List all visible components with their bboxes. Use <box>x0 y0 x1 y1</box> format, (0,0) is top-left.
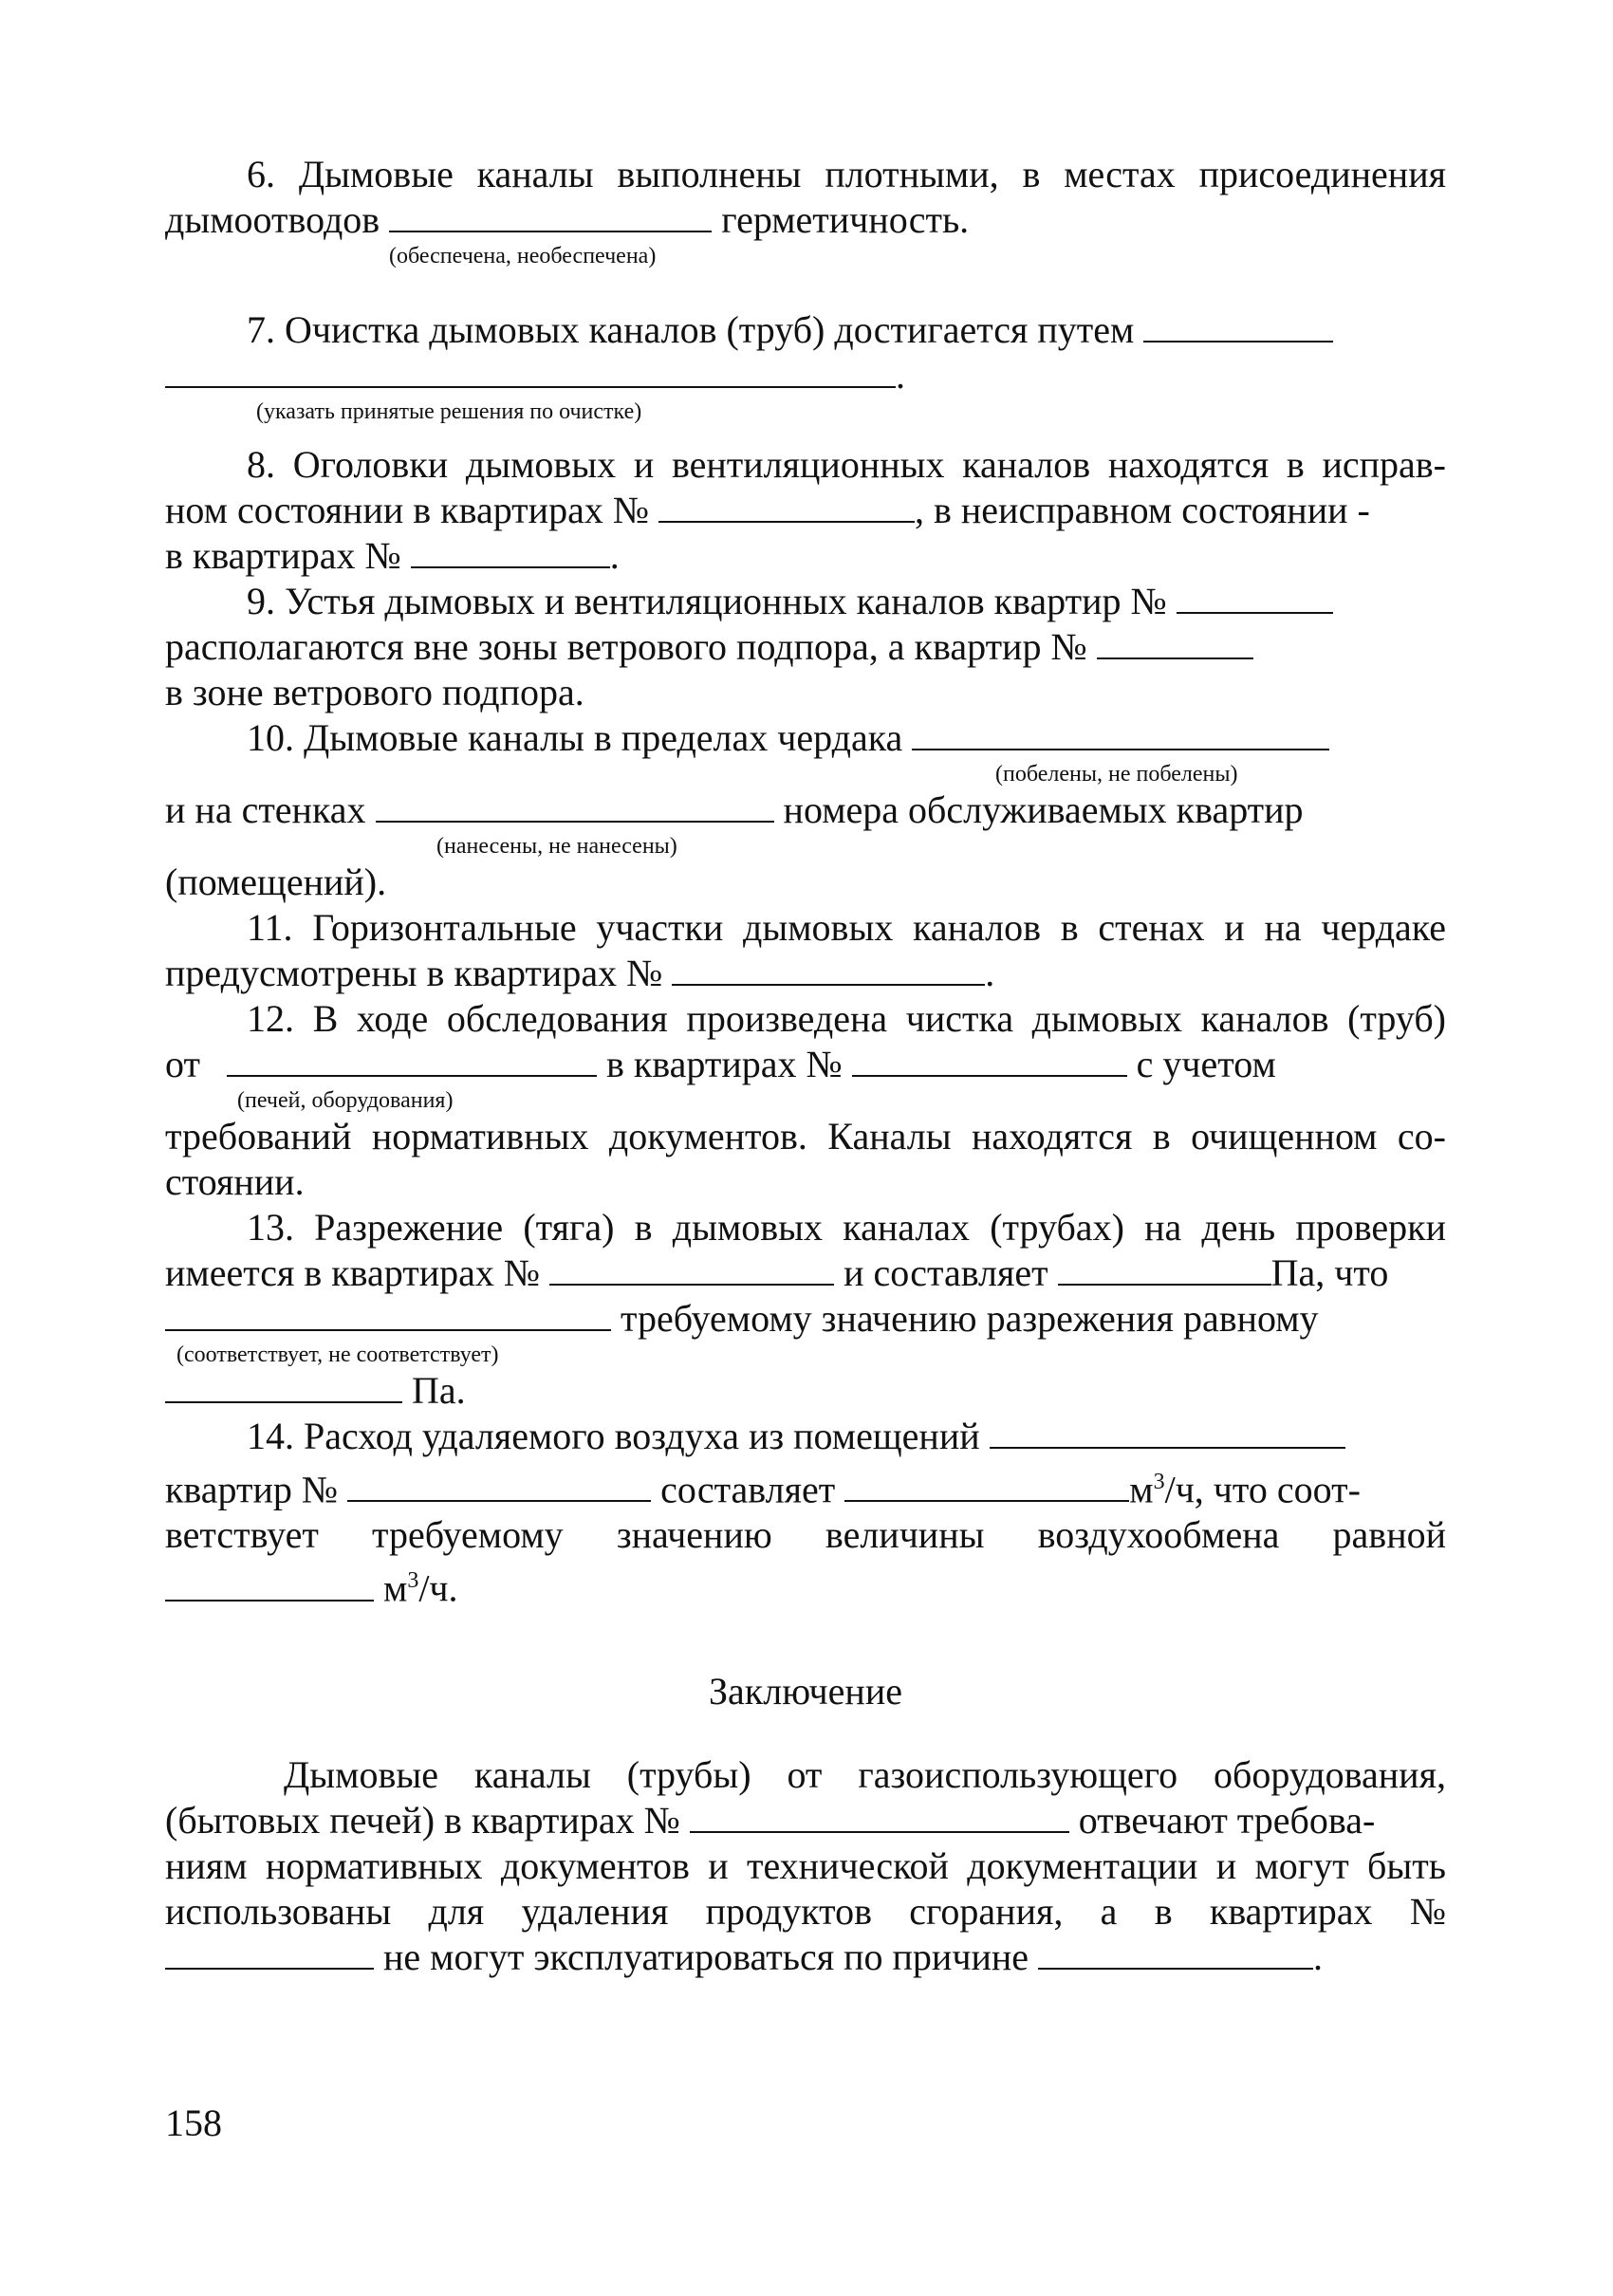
item-11-line-1 <box>165 905 1446 951</box>
item-11-text-b: предусмотрены в квартирах № <box>165 952 663 994</box>
conclusion-text-5a: не могут эксплуатироваться по причине <box>383 1935 1029 1978</box>
fill-blank[interactable] <box>1058 1251 1271 1286</box>
item-11-line-2 <box>165 951 1446 996</box>
item-13-text-a: имеется в квартирах № <box>165 1251 541 1294</box>
conclusion-line-4 <box>165 1889 1446 1935</box>
item-7-line-1 <box>165 307 1446 353</box>
item-14-line-1 <box>165 1414 1446 1459</box>
fill-blank[interactable] <box>347 1468 651 1502</box>
item-10-text-c: номера обслуживаемых квартир <box>783 788 1304 831</box>
item-13-text: 13. Разрежение (тяга) в дымовых каналах (трубах) на день проверки <box>247 1206 1446 1249</box>
item-13-caption: (соответствует, не соответствует) <box>176 1342 499 1367</box>
item-10-line-1 <box>165 715 1446 761</box>
item-14-line-4 <box>165 1558 1446 1611</box>
item-8-text: 8. Оголовки дымовых и вентиляционных каналов находятся в исправ- <box>247 443 1446 486</box>
item-11-text: 11. Горизонтальные участки дымовых каналов в стенах и на чердаке <box>247 906 1446 949</box>
fill-blank[interactable] <box>165 1935 374 1970</box>
item-6-text-b: герметичность. <box>721 198 970 241</box>
item-14-unit: м <box>1129 1468 1154 1511</box>
item-8-text-b: , в неисправном состоянии - <box>914 489 1370 531</box>
item-14-unit-sup: 3 <box>1153 1470 1165 1494</box>
item-8-line-1 <box>165 442 1446 488</box>
item-8-text-a: ном состоянии в квартирах № <box>165 489 649 531</box>
item-13-line-3 <box>165 1296 1446 1342</box>
item-14-text: 14. Расход удаляемого воздуха из помещений <box>247 1415 980 1457</box>
item-14-text-c: /ч, что соот- <box>1164 1468 1361 1511</box>
item-9-text-b: располагаются вне зоны ветрового подпора, а квартир № <box>165 625 1087 668</box>
item-13-line-1 <box>165 1205 1446 1250</box>
item-14-text-d: ветствует требуемому значению величины воздухообмена равной <box>165 1513 1446 1557</box>
conclusion-line-2 <box>165 1798 1446 1843</box>
fill-blank[interactable] <box>389 198 712 232</box>
item-13-text-d: требуемому значению разрежения равному <box>621 1297 1319 1340</box>
item-8-text-d: . <box>609 534 620 577</box>
item-8-line-3 <box>165 533 1446 579</box>
item-10-caption-2: (нанесены, не нанесены) <box>436 834 677 859</box>
fill-blank[interactable] <box>852 1043 1127 1077</box>
item-12-caption: (печей, оборудования) <box>237 1088 454 1113</box>
conclusion-text-4: использованы для удаления продуктов сгорания, а в квартирах № <box>165 1889 1446 1933</box>
item-14-unit-b-sup: 3 <box>407 1568 419 1594</box>
fill-blank[interactable] <box>411 534 610 568</box>
document-page <box>165 152 1446 1980</box>
fill-blank[interactable] <box>165 1567 374 1602</box>
conclusion-line-3 <box>165 1843 1446 1889</box>
item-12-line-1 <box>165 996 1446 1042</box>
item-10-text-b: и на стенках <box>165 788 366 831</box>
fill-blank[interactable] <box>672 952 985 986</box>
item-14-text-a: квартир № <box>165 1468 339 1511</box>
item-12-text-d: требований нормативных документов. Каналы находятся в очищенном со- <box>165 1115 1446 1157</box>
fill-blank[interactable] <box>844 1468 1129 1502</box>
item-12-text: 12. В ходе обследования произведена чистка дымовых каналов (труб) <box>247 997 1446 1040</box>
item-6-line-1 <box>165 152 1446 197</box>
item-12-line-2 <box>165 1042 1446 1087</box>
item-7-caption: (указать принятые решения по очистке) <box>256 399 642 424</box>
item-9-text: 9. Устья дымовых и вентиляционных каналов квартир № <box>247 580 1167 622</box>
fill-blank[interactable] <box>1097 625 1253 659</box>
item-12-line-3 <box>165 1114 1446 1159</box>
item-12-text-a: от <box>165 1043 200 1085</box>
fill-blank[interactable] <box>1143 308 1333 343</box>
fill-blank[interactable] <box>912 716 1329 750</box>
item-9-line-1 <box>165 579 1446 624</box>
item-14-line-3 <box>165 1512 1446 1558</box>
item-12-line-4 <box>165 1159 1446 1205</box>
conclusion-period: . <box>1313 1935 1324 1978</box>
conclusion-text-1: Дымовые каналы (трубы) от газоиспользующего оборудования, <box>284 1752 1446 1796</box>
item-7-text: 7. Очистка дымовых каналов (труб) достигается путем <box>247 308 1135 351</box>
fill-blank[interactable] <box>165 1297 611 1331</box>
item-11-period: . <box>985 952 995 994</box>
page-number: 158 <box>165 2102 222 2144</box>
conclusion-text-2a: (бытовых печей) в квартирах № <box>165 1798 680 1842</box>
conclusion-text-2b: отвечают требова- <box>1078 1798 1376 1842</box>
item-6-text: 6. Дымовые каналы выполнены плотными, в местах присоединения <box>247 153 1446 195</box>
fill-blank[interactable] <box>376 788 774 823</box>
item-9-line-3 <box>165 670 1446 715</box>
item-9-text-c: в зоне ветрового подпора. <box>165 671 584 713</box>
conclusion-heading: Заключение <box>709 1669 902 1713</box>
fill-blank[interactable] <box>690 1799 1069 1833</box>
item-6-text-a: дымоотводов <box>165 198 380 241</box>
fill-blank[interactable] <box>1038 1935 1313 1970</box>
item-7-line-2 <box>165 353 1446 398</box>
item-13-text-e: Па. <box>412 1369 466 1412</box>
fill-blank[interactable] <box>549 1251 834 1286</box>
item-8-text-c: в квартирах № <box>165 534 401 577</box>
item-14-text-b: составляет <box>660 1468 836 1511</box>
item-13-line-2 <box>165 1250 1446 1296</box>
item-12-text-b: в квартирах № <box>605 1043 843 1085</box>
item-10-caption-1: (побелены, не побелены) <box>995 762 1238 787</box>
fill-blank[interactable] <box>990 1415 1345 1449</box>
conclusion-text-3: ниям нормативных документов и технической документации и могут быть <box>165 1843 1446 1887</box>
item-10-text: 10. Дымовые каналы в пределах чердака <box>247 716 903 759</box>
fill-blank[interactable] <box>227 1043 597 1077</box>
item-12-text-e: стоянии. <box>165 1160 305 1203</box>
conclusion-line-1 <box>165 1752 1446 1798</box>
fill-blank[interactable] <box>658 489 915 523</box>
item-13-text-b: и составляет <box>844 1251 1048 1294</box>
conclusion-line-5 <box>165 1935 1446 1980</box>
item-13-text-c: Па, что <box>1270 1251 1389 1294</box>
fill-blank[interactable] <box>165 354 896 388</box>
item-6-line-2 <box>165 197 1446 243</box>
item-8-line-2 <box>165 488 1446 533</box>
fill-blank[interactable] <box>165 1369 402 1403</box>
item-9-line-2 <box>165 624 1446 670</box>
item-7-period: . <box>896 354 905 397</box>
item-12-text-c: с учетом <box>1136 1043 1276 1085</box>
item-14-line-2 <box>165 1459 1446 1512</box>
item-10-line-3 <box>165 860 1446 905</box>
item-10-text-d: (помещений). <box>165 861 387 903</box>
item-6-caption: (обеспечена, необеспечена) <box>389 244 657 268</box>
item-14-text-e: /ч. <box>418 1566 458 1610</box>
fill-blank[interactable] <box>1177 580 1333 614</box>
item-10-line-2 <box>165 787 1446 833</box>
item-13-line-4 <box>165 1368 1446 1414</box>
item-14-unit-b: м <box>383 1566 408 1610</box>
